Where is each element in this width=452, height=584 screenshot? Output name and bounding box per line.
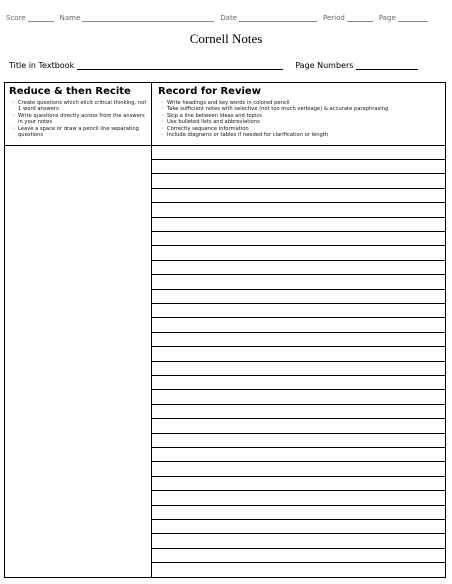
notes-column-heading: Record for Review bbox=[158, 86, 261, 97]
note-line bbox=[152, 490, 446, 491]
note-line bbox=[152, 433, 446, 434]
cue-column-header bbox=[9, 86, 149, 138]
note-line bbox=[152, 346, 446, 347]
notes-tip: ◦ Include diagrams or tables if needed for clarification or length bbox=[158, 132, 443, 138]
note-line bbox=[152, 476, 446, 477]
note-line bbox=[152, 159, 446, 160]
note-line bbox=[152, 533, 446, 534]
cue-tip: ◦ Create questions which elicit critical thinking, not 1 word answers bbox=[9, 100, 149, 113]
notes-tip: ◦ Use bulleted lists and abbreviations bbox=[158, 119, 443, 125]
page-title: Cornell Notes bbox=[189, 31, 263, 46]
date-blank[interactable] bbox=[239, 14, 317, 22]
note-line bbox=[152, 303, 446, 304]
page-blank[interactable] bbox=[398, 14, 428, 22]
score-blank[interactable] bbox=[28, 14, 54, 22]
page-numbers-blank[interactable] bbox=[356, 61, 418, 70]
note-line bbox=[152, 217, 446, 218]
cue-tips-list bbox=[9, 100, 149, 138]
note-line bbox=[152, 289, 446, 290]
cue-column-heading: Reduce & then Recite bbox=[9, 86, 131, 97]
notes-tips-list bbox=[158, 100, 443, 138]
notes-column-header bbox=[158, 86, 443, 138]
title-in-textbook-label: Title in Textbook bbox=[9, 61, 75, 70]
note-line bbox=[152, 519, 446, 520]
note-line bbox=[152, 375, 446, 376]
note-line bbox=[152, 202, 446, 203]
note-line bbox=[152, 548, 446, 549]
page-numbers-label: Page Numbers bbox=[295, 61, 354, 70]
note-line bbox=[152, 188, 446, 189]
note-line bbox=[152, 461, 446, 462]
notes-tip: ◦ Take sufficient notes with selective (not too much verbiage) & accurate paraphrasing bbox=[158, 106, 443, 112]
note-line bbox=[152, 389, 446, 390]
note-line bbox=[152, 231, 446, 232]
note-line bbox=[152, 260, 446, 261]
note-line bbox=[152, 404, 446, 405]
note-line bbox=[152, 274, 446, 275]
notes-table bbox=[4, 82, 446, 578]
notes-tip: ◦ Write headings and key words in colored pencil bbox=[158, 100, 443, 106]
note-line bbox=[152, 332, 446, 333]
cue-tip: ◦ Write questions directly across from the answers in your notes bbox=[9, 113, 149, 126]
notes-tip: ◦ Skip a line between ideas and topics bbox=[158, 113, 443, 119]
note-line bbox=[152, 447, 446, 448]
cue-tip: ◦ Leave a space or draw a pencil line separating questions bbox=[9, 126, 149, 139]
note-line bbox=[152, 418, 446, 419]
ruled-note-area[interactable] bbox=[152, 145, 446, 578]
note-line bbox=[152, 505, 446, 506]
page-label: Page bbox=[378, 14, 396, 22]
student-info-row bbox=[6, 10, 446, 22]
name-blank[interactable] bbox=[82, 14, 214, 22]
score-label: Score bbox=[6, 14, 26, 22]
note-line bbox=[152, 562, 446, 563]
note-line bbox=[152, 245, 446, 246]
period-blank[interactable] bbox=[347, 14, 373, 22]
title-in-textbook-blank[interactable] bbox=[77, 61, 283, 70]
note-line bbox=[152, 361, 446, 362]
date-label: Date bbox=[220, 14, 237, 22]
note-line bbox=[152, 173, 446, 174]
period-label: Period bbox=[323, 14, 345, 22]
notes-tip: ◦ Correctly sequence information bbox=[158, 126, 443, 132]
name-label: Name bbox=[59, 14, 81, 22]
textbook-info-row bbox=[9, 58, 439, 70]
note-line bbox=[152, 317, 446, 318]
